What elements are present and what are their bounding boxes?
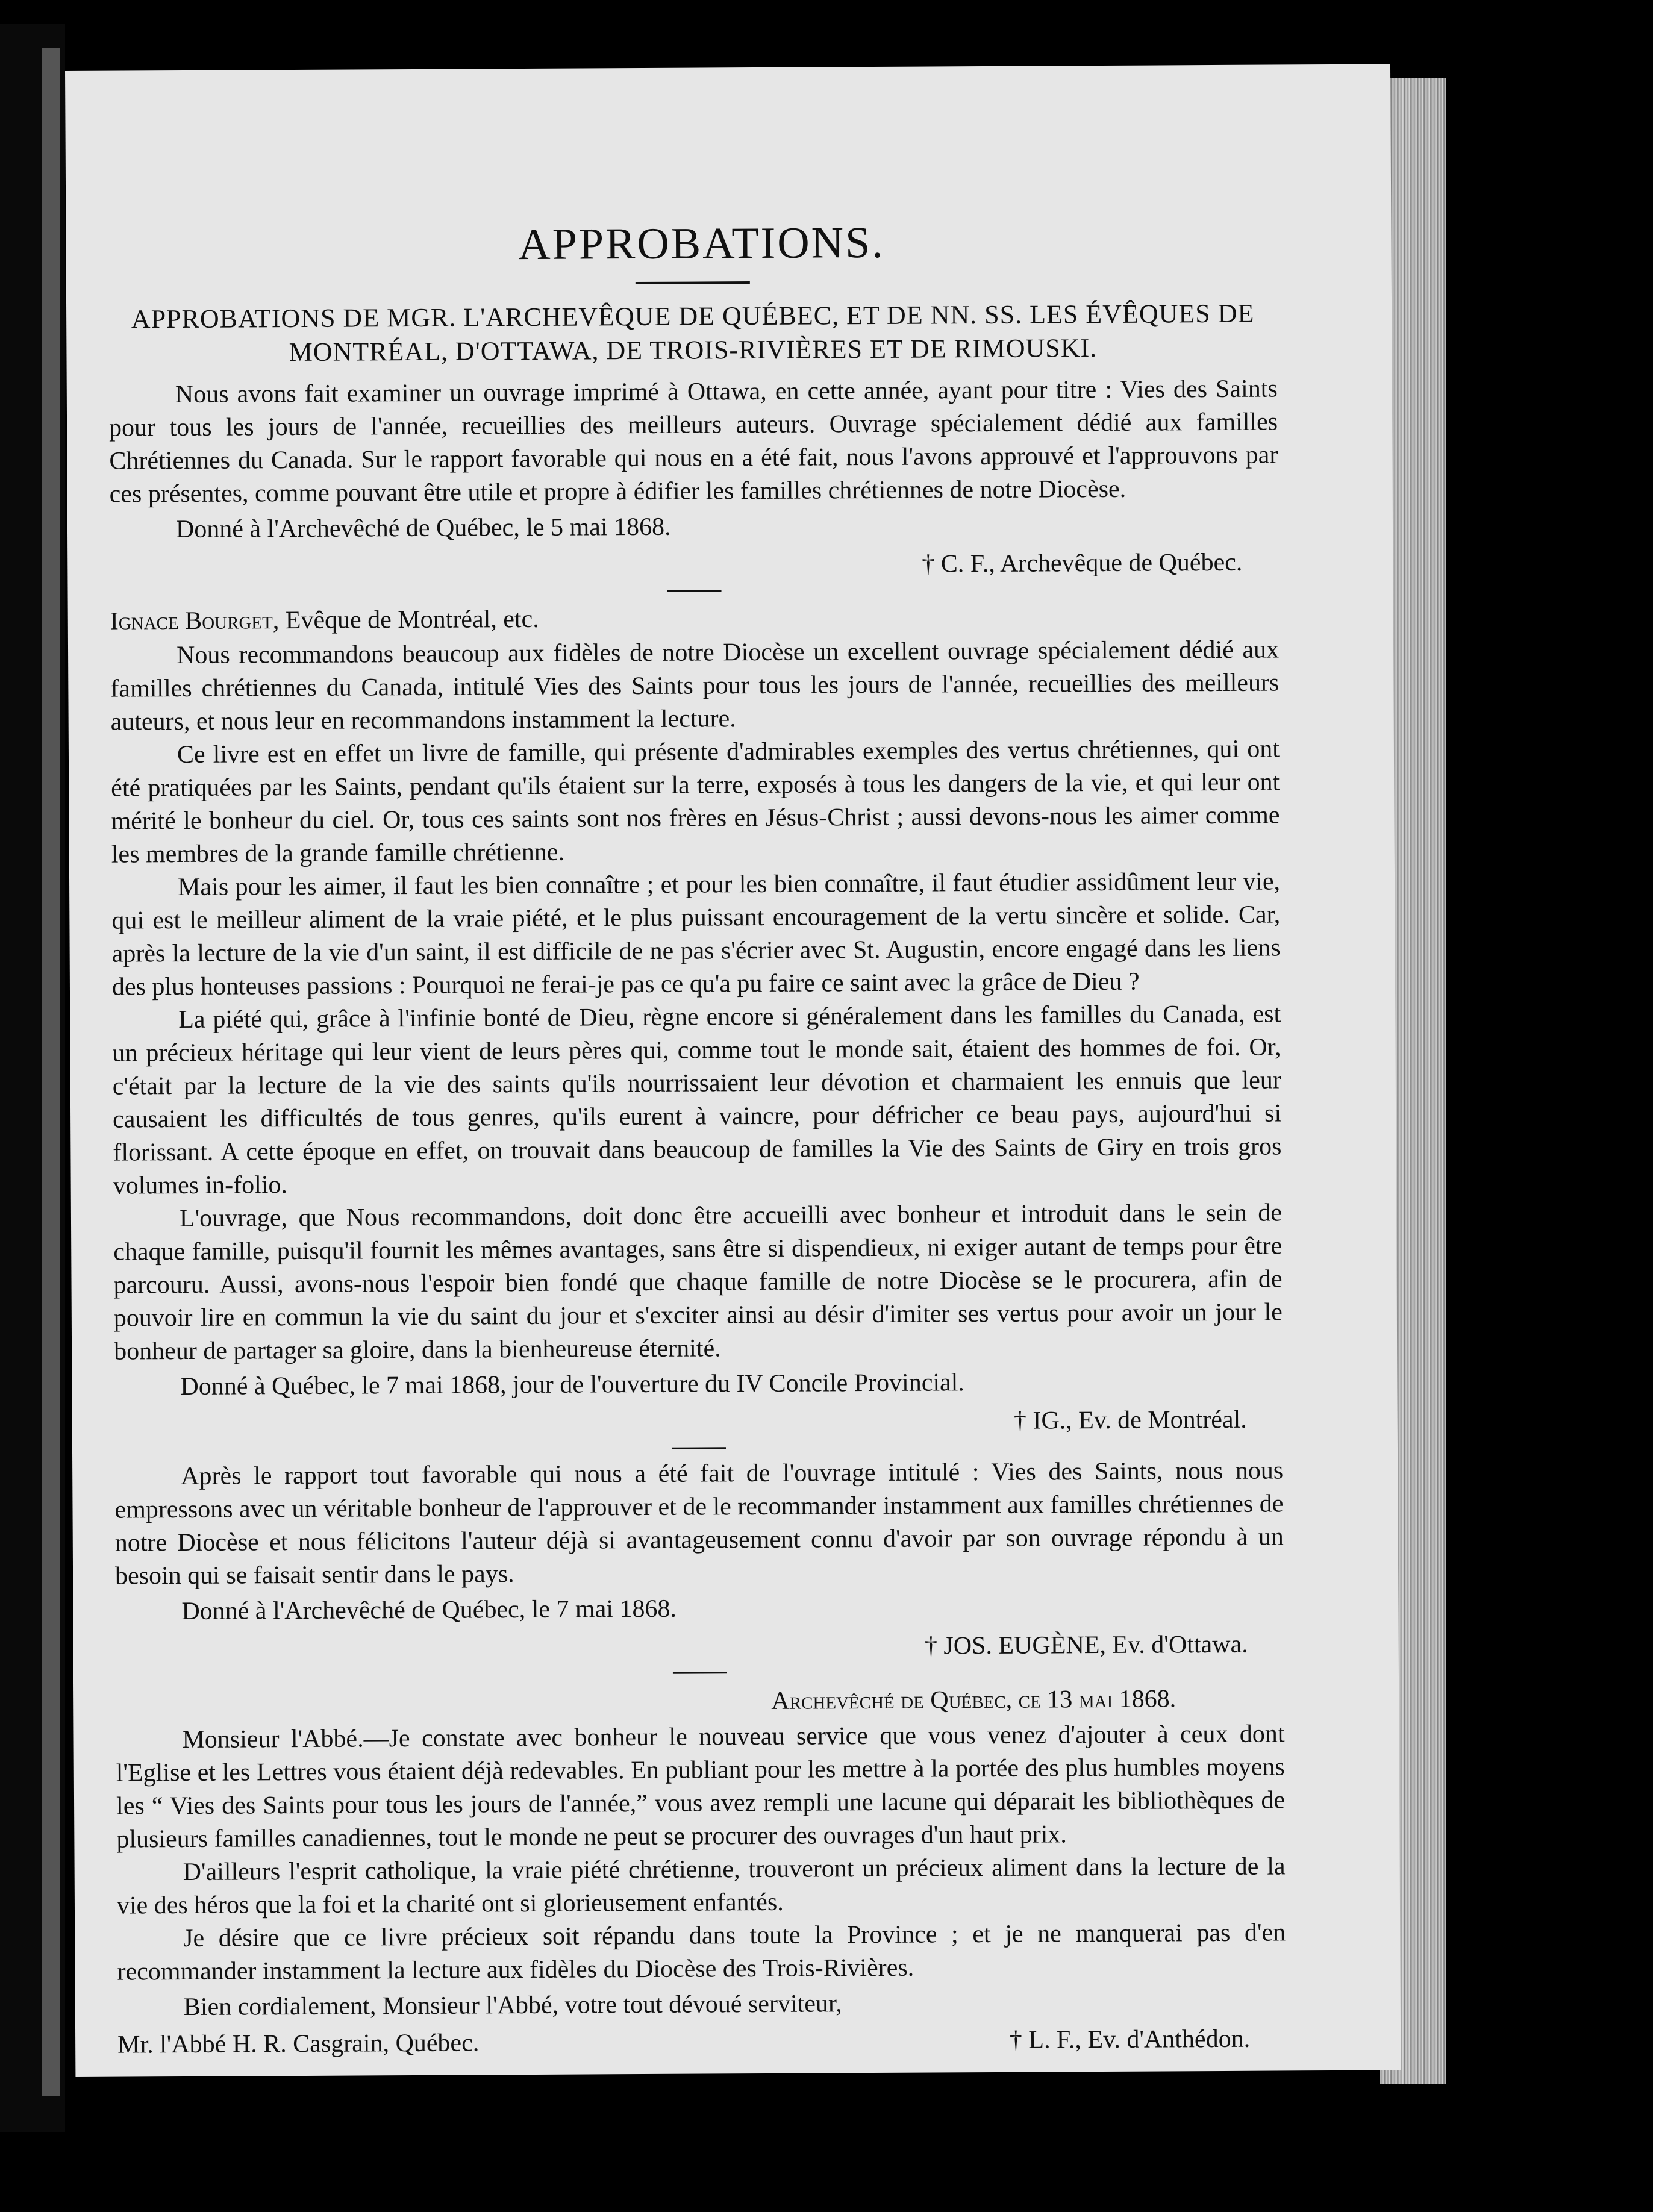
montreal-paragraph-2: Ce livre est en effet un livre de famille, qui présente d'admirables exemples des vertus chrétiennes, qui ont été pratiquées par les Saints, pendant qu'ils étaient sur la terre, exposés à tous les dangers de la vie, et qui leur ont mérité le bonheur du ciel. Or, tous ces saints sont nos frères en Jésus-Christ ; aussi devons-nous les aimer comme les membres de la grande famille chrétienne. <box>111 735 1280 869</box>
ottawa-signature: † JOS. EUGÈNE, Ev. d'Ottawa. <box>924 1630 1248 1660</box>
quebec-paragraph: Nous avons fait examiner un ouvrage imprimé à Ottawa, en cette année, ayant pour titre : Vies des Saints pour tous les jours de l'année, recueillies des meilleurs auteurs. Ouvrage spécialement dédié aux familles Chrétiennes du Canada. Sur le rapport favorable qui nous en a été fait, nous l'avons approuvé et l'approuvons par ces présentes, comme pouvant être utile et propre à édifier les familles chrétiennes de notre Diocèse. <box>108 375 1278 508</box>
subtitle-line-1: APPROBATIONS DE MGR. L'ARCHEVÊQUE DE QUÉBEC, ET DE NN. SS. LES ÉVÊQUES DE <box>131 298 1255 334</box>
page-content <box>108 215 1286 2063</box>
montreal-heading-name: Ignace Bourget <box>110 607 273 636</box>
approbation-trois-rivieres <box>116 1679 1286 2063</box>
subtitle <box>108 296 1278 370</box>
montreal-dated: Donné à Québec, le 7 mai 1868, jour de l'ouverture du IV Concile Provincial. <box>180 1369 964 1401</box>
montreal-paragraph-5: L'ouvrage, que Nous recommandons, doit donc être accueilli avec bonheur et introduit dans le sein de chaque famille, puisqu'il fournit les mêmes avantages, sans être si dispendieux, ni exiger autant de temps pour être parcouru. Aussi, avons-nous l'espoir bien fondé que chaque famille de notre Diocèse se le procurera, afin de pouvoir lire en commun la vie du saint du jour et s'exciter ainsi au désir d'imiter ses vertus pour avoir un jour le bonheur de partager sa gloire, dans la bienheureuse éternité. <box>113 1199 1283 1366</box>
adjacent-page-sliver <box>42 48 60 2096</box>
montreal-signature: † IG., Ev. de Montréal. <box>1013 1405 1247 1435</box>
section-rule <box>667 590 722 592</box>
title-rule <box>636 281 750 284</box>
montreal-paragraph-3: Mais pour les aimer, il faut les bien connaître ; et pour les bien connaître, il faut étudier assidûment leur vie, qui est le meilleur aliment de la vraie piété, et le plus puissant encouragement de la vertu sincère et solide. Car, après la lecture de la vie d'un saint, il est difficile de ne pas s'écrier avec St. Augustin, encore engagé dans les liens des plus honteuses passions : Pourquoi ne ferai-je pas ce qu'a pu faire ce saint avec la grâce de Dieu ? <box>111 867 1281 1001</box>
page-title: APPROBATIONS. <box>518 217 885 270</box>
trois-rivieres-footer <box>117 2020 1286 2063</box>
section-rule <box>673 1672 727 1673</box>
montreal-paragraph-1: Nous recommandons beaucoup aux fidèles de notre Diocèse un excellent ouvrage spécialement dédié aux familles chrétiennes du Canada, intitulé Vies des Saints pour tous les jours de l'année, recueillies des meilleurs auteurs, et nous leur en recommandons instamment la lecture. <box>110 636 1280 736</box>
trois-rivieres-header: Archevêché de Québec, ce 13 mai 1868. <box>771 1685 1176 1715</box>
trois-rivieres-signature: † L. F., Ev. d'Anthédon. <box>1009 2025 1251 2054</box>
approbation-montreal <box>110 597 1283 1445</box>
approbation-quebec <box>109 372 1279 588</box>
trois-rivieres-addressee: Mr. l'Abbé H. R. Casgrain, Québec. <box>117 2029 480 2059</box>
ottawa-dated: Donné à l'Archevêché de Québec, le 7 mai 1868. <box>181 1595 677 1626</box>
montreal-heading <box>110 597 1279 639</box>
montreal-paragraph-4: La piété qui, grâce à l'infinie bonté de Dieu, règne encore si généralement dans les familles du Canada, est un précieux héritage qui leur vient de leurs pères qui, comme tout le monde sait, étaient des hommes de foi. Or, c'était par la lecture de la vie des saints qu'ils nourrissaient leur dévotion et charmaient les ennuis que leur causaient les difficultés de tous genres, qu'ils eurent à vaincre, pour défricher ce beau pays, aujourd'hui si florissant. A cette époque en effet, on trouvait dans beaucoup de familles la Vie des Saints de Giry en trois gros volumes in-folio. <box>112 1000 1282 1200</box>
trois-rivieres-paragraph-1: Monsieur l'Abbé.—Je constate avec bonheur le nouveau service que vous venez d'ajouter à ceux dont l'Eglise et les Lettres vous étaient déjà redevables. En publiant pour les mettre à la portée des plus humbles moyens les “ Vies des Saints pour tous les jours de l'année,” vous avez rempli une lacune qui déparait les bibliothèques de plusieurs familles canadiennes, tout le monde ne peut se procurer des ouvrages d'un haut prix. <box>116 1720 1286 1854</box>
left-margin-strip <box>0 24 65 2132</box>
quebec-signature: † C. F., Archevêque de Québec. <box>922 548 1243 578</box>
quebec-dated: Donné à l'Archevêché de Québec, le 5 mai 1868. <box>175 513 671 544</box>
montreal-heading-rest: , Evêque de Montréal, etc. <box>272 605 539 635</box>
book-page <box>65 64 1401 2076</box>
section-rule <box>672 1447 726 1449</box>
trois-rivieres-closing: Bien cordialement, Monsieur l'Abbé, votre tout dévoué serviteur, <box>183 1990 842 2022</box>
ottawa-paragraph: Après le rapport tout favorable qui nous a été fait de l'ouvrage intitulé : Vies des Saints, nous nous empressons avec un véritable bonheur de l'approuver et de le recommander instamment aux familles chrétiennes de notre Diocèse et nous félicitons l'auteur déjà si avantageusement connu d'avoir par son ouvrage répondu à un besoin qui se faisait sentir dans le pays. <box>114 1457 1284 1590</box>
trois-rivieres-paragraph-2: D'ailleurs l'esprit catholique, la vraie piété chrétienne, trouveront un précieux aliment dans la lecture de la vie des héros que la foi et la charité ont si glorieusement enfantés. <box>116 1852 1286 1920</box>
approbation-ottawa <box>114 1454 1284 1670</box>
trois-rivieres-paragraph-3: Je désire que ce livre précieux soit répandu dans toute la Province ; et je ne manquerai pas d'en recommander instamment la lecture aux fidèles du Diocèse des Trois-Rivières. <box>117 1919 1286 1986</box>
subtitle-line-2: MONTRÉAL, D'OTTAWA, DE TROIS-RIVIÈRES ET DE RIMOUSKI. <box>289 333 1098 367</box>
